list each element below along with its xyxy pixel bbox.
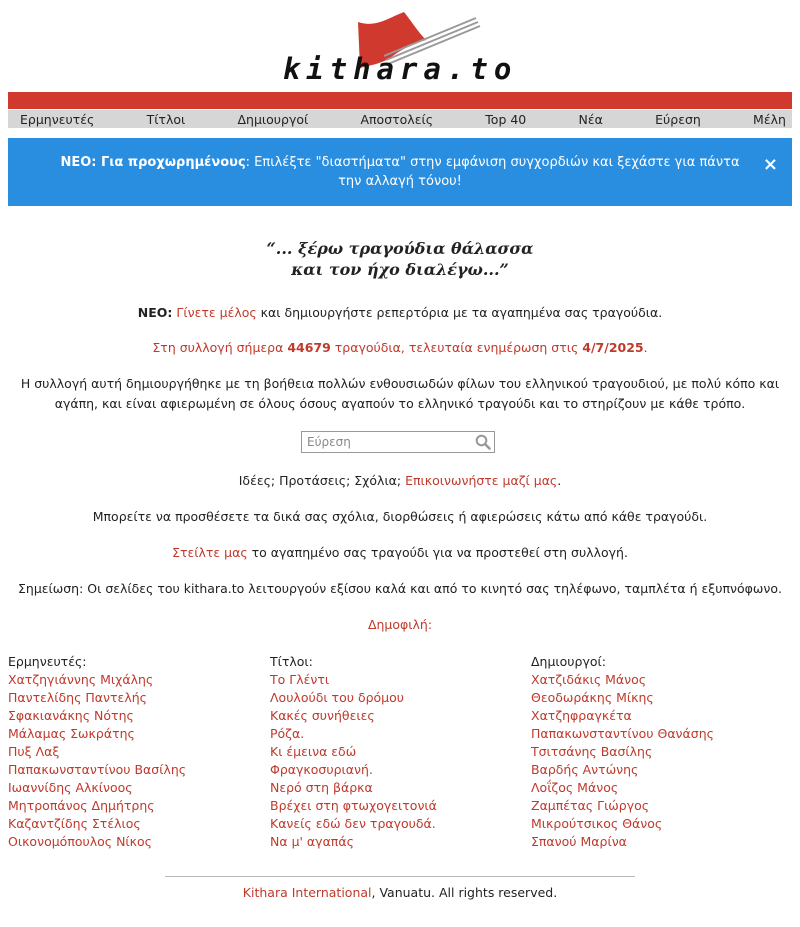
footer-text: , Vanuatu. All rights reserved. (371, 885, 558, 900)
new-label: ΝΕΟ: (137, 305, 173, 320)
popular-colon: : (427, 617, 433, 632)
creator-link[interactable]: Ζαμπέτας Γιώργος (531, 798, 650, 813)
creator-link[interactable]: Σπανού Μαρίνα (531, 834, 627, 849)
title-link[interactable]: Να μ' αγαπάς (270, 834, 354, 849)
nav-top40[interactable]: Top 40 (485, 111, 527, 127)
collection-count-line (0, 338, 800, 358)
search-icon[interactable] (475, 434, 491, 450)
tagline-quote (0, 238, 800, 280)
nav-search[interactable]: Εύρεση (655, 111, 701, 127)
title-link[interactable]: Κακές συνήθειες (270, 708, 375, 723)
artist-link[interactable]: Χατζηγιάννης Μιχάλης (8, 672, 154, 687)
popular-artists-column (8, 653, 186, 851)
creator-link[interactable]: Λοΐζος Μάνος (531, 780, 619, 795)
title-link[interactable]: Κανείς εδώ δεν τραγουδά. (270, 816, 436, 831)
contact-link[interactable]: Επικοινωνήστε μαζί μας (405, 473, 558, 488)
nav-senders[interactable]: Αποστολείς (360, 111, 434, 127)
company-link[interactable]: Kithara International (242, 885, 372, 900)
popular-heading (0, 615, 800, 635)
send-song-line (0, 543, 800, 563)
new-feature-text: και δημιουργήστε ρεπερτόρια με τα αγαπημένα σας τραγούδια. (256, 305, 663, 320)
quote-line-1: “... ξέρω τραγούδια θάλασσα (266, 239, 534, 258)
artist-link[interactable]: Σφακιανάκης Νότης (8, 708, 134, 723)
popular-titles-column (270, 653, 437, 851)
creator-link[interactable]: Μικρούτσικος Θάνος (531, 816, 663, 831)
artist-link[interactable]: Πυξ Λαξ (8, 744, 60, 759)
creator-link[interactable]: Βαρδής Αντώνης (531, 762, 639, 777)
artist-link[interactable]: Ιωαννίδης Αλκίνοος (8, 780, 133, 795)
notice-bold: ΝΕΟ: Για προχωρημένους (60, 155, 246, 170)
title-link[interactable]: Το Γλέντι (270, 672, 330, 687)
close-icon[interactable]: × (762, 154, 778, 175)
popular-link[interactable]: Δημοφιλή (367, 617, 428, 632)
creators-heading: Δημιουργοί: (531, 654, 606, 669)
add-comments-text: Μπορείτε να προσθέσετε τα δικά σας σχόλια, διορθώσεις ή αφιερώσεις κάτω από κάθε τραγούδι. (92, 509, 708, 524)
new-feature-line (0, 303, 800, 323)
song-count: 44679 (287, 340, 331, 355)
nav-news[interactable]: Νέα (578, 111, 603, 127)
title-link[interactable]: Ρόζα. (270, 726, 305, 741)
search-input[interactable] (302, 432, 472, 452)
ideas-end: . (557, 473, 562, 488)
title-link[interactable]: Λουλούδι του δρόμου (270, 690, 405, 705)
count-suffix: . (643, 340, 648, 355)
artist-link[interactable]: Μητροπάνος Δημήτρης (8, 798, 155, 813)
popular-creators-column (531, 653, 714, 851)
ideas-line (0, 471, 800, 491)
footer (0, 884, 800, 902)
send-us-link[interactable]: Στείλτε μας (172, 545, 248, 560)
artist-link[interactable]: Μάλαμας Σωκράτης (8, 726, 135, 741)
title-link[interactable]: Νερό στη βάρκα (270, 780, 373, 795)
creator-link[interactable]: Παπακωνσταντίνου Θανάσης (531, 726, 714, 741)
creator-link[interactable]: Χατζιδάκις Μάνος (531, 672, 647, 687)
title-link[interactable]: Κι έμεινα εδώ (270, 744, 357, 759)
artist-link[interactable]: Παντελίδης Παντελής (8, 690, 147, 705)
notice-text: : Επιλέξτε "διαστήματα" στην εμφάνιση συγχορδιών και ξεχάστε για πάντα την αλλαγή τόνου! (245, 155, 740, 189)
header-red-bar (8, 92, 792, 109)
creator-link[interactable]: Τσιτσάνης Βασίλης (531, 744, 653, 759)
become-member-link[interactable]: Γίνετε μέλος (176, 305, 257, 320)
mobile-note: Σημείωση: Οι σελίδες του kithara.to λειτουργούν εξίσου καλά και από το κινητό σας τηλέφωνο, ταμπλέτα ή εξυπνόφωνο. (18, 581, 782, 596)
creator-link[interactable]: Χατζηφραγκέτα (531, 708, 632, 723)
artists-heading: Ερμηνευτές: (8, 654, 87, 669)
title-link[interactable]: Βρέχει στη φτωχογειτονιά (270, 798, 437, 813)
notice-banner (8, 138, 792, 206)
creator-link[interactable]: Θεοδωράκης Μίκης (531, 690, 654, 705)
logo-text: kithara.to (282, 52, 518, 86)
titles-heading: Τίτλοι: (270, 654, 313, 669)
count-mid: τραγούδια, τελευταία ενημέρωση στις (330, 340, 583, 355)
site-logo[interactable] (280, 10, 520, 92)
update-date: 4/7/2025 (582, 340, 644, 355)
nav-titles[interactable]: Τίτλοι (146, 111, 186, 127)
about-text: Η συλλογή αυτή δημιουργήθηκε με τη βοήθεια πολλών ενθουσιωδών φίλων του ελληνικού τραγουδιού, με πολύ κόπο και αγάπη, και είναι αφιερωμένη σε όλους όσους αγαπούν το ελληνικό τραγούδι και το στηρίζουν με κάθε τρόπο. (20, 376, 780, 411)
title-link[interactable]: Φραγκοσυριανή. (270, 762, 373, 777)
ideas-text: Ιδέες; Προτάσεις; Σχόλια; (238, 473, 406, 488)
count-prefix: Στη συλλογή σήμερα (152, 340, 288, 355)
send-song-text: το αγαπημένο σας τραγούδι για να προστεθεί στη συλλογή. (247, 545, 628, 560)
artist-link[interactable]: Οικονομόπουλος Νίκος (8, 834, 153, 849)
artist-link[interactable]: Καζαντζίδης Στέλιος (8, 816, 141, 831)
artist-link[interactable]: Παπακωνσταντίνου Βασίλης (8, 762, 187, 777)
nav-artists[interactable]: Ερμηνευτές (20, 111, 95, 127)
search-box (301, 431, 495, 453)
quote-line-2: και τον ήχο διαλέγω...” (291, 260, 509, 279)
nav-creators[interactable]: Δημιουργοί (237, 111, 309, 127)
main-nav (8, 110, 792, 128)
nav-members[interactable]: Μέλη (753, 111, 786, 127)
footer-divider (165, 876, 635, 877)
